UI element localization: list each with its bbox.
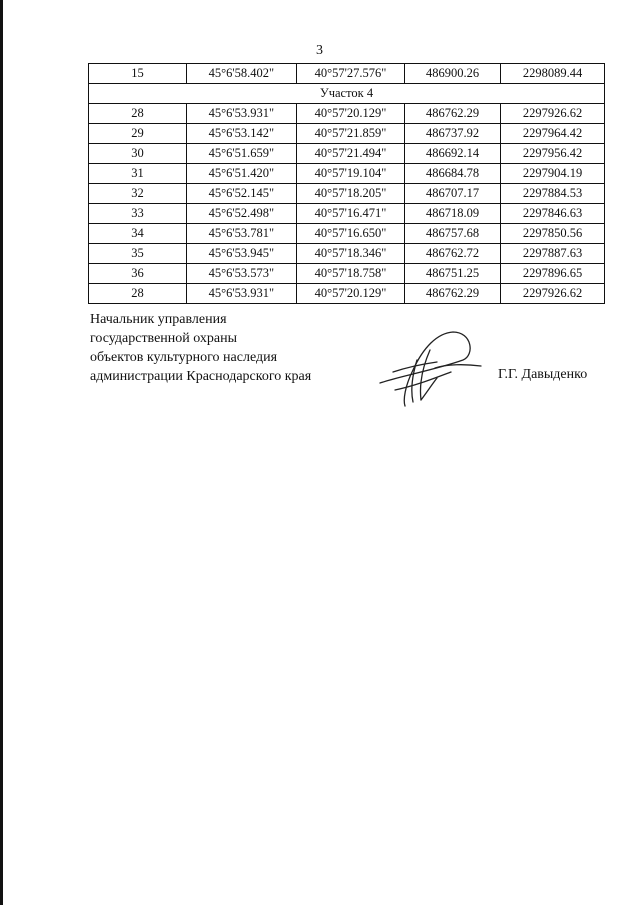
y-coordinate-cell: 2298089.44	[501, 64, 605, 84]
y-coordinate-cell: 2297904.19	[501, 164, 605, 184]
y-coordinate-cell: 2297846.63	[501, 204, 605, 224]
table-row	[89, 144, 605, 164]
table-row	[89, 224, 605, 244]
table-row	[89, 64, 605, 84]
longitude-cell: 40°57'16.471"	[296, 204, 404, 224]
x-coordinate-cell: 486692.14	[405, 144, 501, 164]
x-coordinate-cell: 486737.92	[405, 124, 501, 144]
latitude-cell: 45°6'53.573"	[186, 264, 296, 284]
latitude-cell: 45°6'53.931"	[186, 284, 296, 304]
x-coordinate-cell: 486762.29	[405, 284, 501, 304]
longitude-cell: 40°57'20.129"	[296, 104, 404, 124]
table-row	[89, 244, 605, 264]
x-coordinate-cell: 486762.29	[405, 104, 501, 124]
signature-title-line: объектов культурного наследия	[90, 350, 278, 365]
longitude-cell: 40°57'18.346"	[296, 244, 404, 264]
y-coordinate-cell: 2297887.63	[501, 244, 605, 264]
table-row	[89, 184, 605, 204]
y-coordinate-cell: 2297884.53	[501, 184, 605, 204]
longitude-cell: 40°57'27.576"	[296, 64, 404, 84]
handwritten-signature	[375, 328, 485, 408]
latitude-cell: 45°6'51.659"	[186, 144, 296, 164]
point-number-cell: 33	[89, 204, 187, 224]
latitude-cell: 45°6'53.945"	[186, 244, 296, 264]
table-row	[89, 124, 605, 144]
point-number-cell: 15	[89, 64, 187, 84]
longitude-cell: 40°57'18.205"	[296, 184, 404, 204]
point-number-cell: 28	[89, 104, 187, 124]
x-coordinate-cell: 486900.26	[405, 64, 501, 84]
page-left-edge	[0, 0, 3, 905]
coordinates-table	[88, 63, 605, 304]
point-number-cell: 35	[89, 244, 187, 264]
point-number-cell: 29	[89, 124, 187, 144]
latitude-cell: 45°6'52.498"	[186, 204, 296, 224]
section-header-cell: Участок 4	[89, 84, 605, 104]
signature-title-block	[90, 310, 311, 386]
latitude-cell: 45°6'58.402"	[186, 64, 296, 84]
x-coordinate-cell: 486751.25	[405, 264, 501, 284]
longitude-cell: 40°57'16.650"	[296, 224, 404, 244]
point-number-cell: 30	[89, 144, 187, 164]
y-coordinate-cell: 2297850.56	[501, 224, 605, 244]
point-number-cell: 34	[89, 224, 187, 244]
table-row	[89, 204, 605, 224]
point-number-cell: 28	[89, 284, 187, 304]
point-number-cell: 36	[89, 264, 187, 284]
x-coordinate-cell: 486762.72	[405, 244, 501, 264]
latitude-cell: 45°6'53.142"	[186, 124, 296, 144]
y-coordinate-cell: 2297926.62	[501, 284, 605, 304]
page-number: 3	[316, 43, 323, 58]
y-coordinate-cell: 2297956.42	[501, 144, 605, 164]
longitude-cell: 40°57'20.129"	[296, 284, 404, 304]
longitude-cell: 40°57'21.494"	[296, 144, 404, 164]
latitude-cell: 45°6'53.781"	[186, 224, 296, 244]
latitude-cell: 45°6'53.931"	[186, 104, 296, 124]
latitude-cell: 45°6'52.145"	[186, 184, 296, 204]
signature-title-line: администрации Краснодарского края	[90, 369, 312, 384]
x-coordinate-cell: 486707.17	[405, 184, 501, 204]
signature-title-line: государственной охраны	[90, 331, 238, 346]
x-coordinate-cell: 486757.68	[405, 224, 501, 244]
latitude-cell: 45°6'51.420"	[186, 164, 296, 184]
x-coordinate-cell: 486684.78	[405, 164, 501, 184]
table-row	[89, 164, 605, 184]
section-header-row	[89, 84, 605, 104]
table-row	[89, 104, 605, 124]
coordinates-table-body	[89, 64, 605, 304]
x-coordinate-cell: 486718.09	[405, 204, 501, 224]
y-coordinate-cell: 2297964.42	[501, 124, 605, 144]
table-row	[89, 284, 605, 304]
longitude-cell: 40°57'21.859"	[296, 124, 404, 144]
y-coordinate-cell: 2297896.65	[501, 264, 605, 284]
signatory-name: Г.Г. Давыденко	[498, 367, 588, 382]
longitude-cell: 40°57'18.758"	[296, 264, 404, 284]
table-row	[89, 264, 605, 284]
y-coordinate-cell: 2297926.62	[501, 104, 605, 124]
point-number-cell: 31	[89, 164, 187, 184]
point-number-cell: 32	[89, 184, 187, 204]
signature-title-line: Начальник управления	[90, 312, 227, 327]
longitude-cell: 40°57'19.104"	[296, 164, 404, 184]
